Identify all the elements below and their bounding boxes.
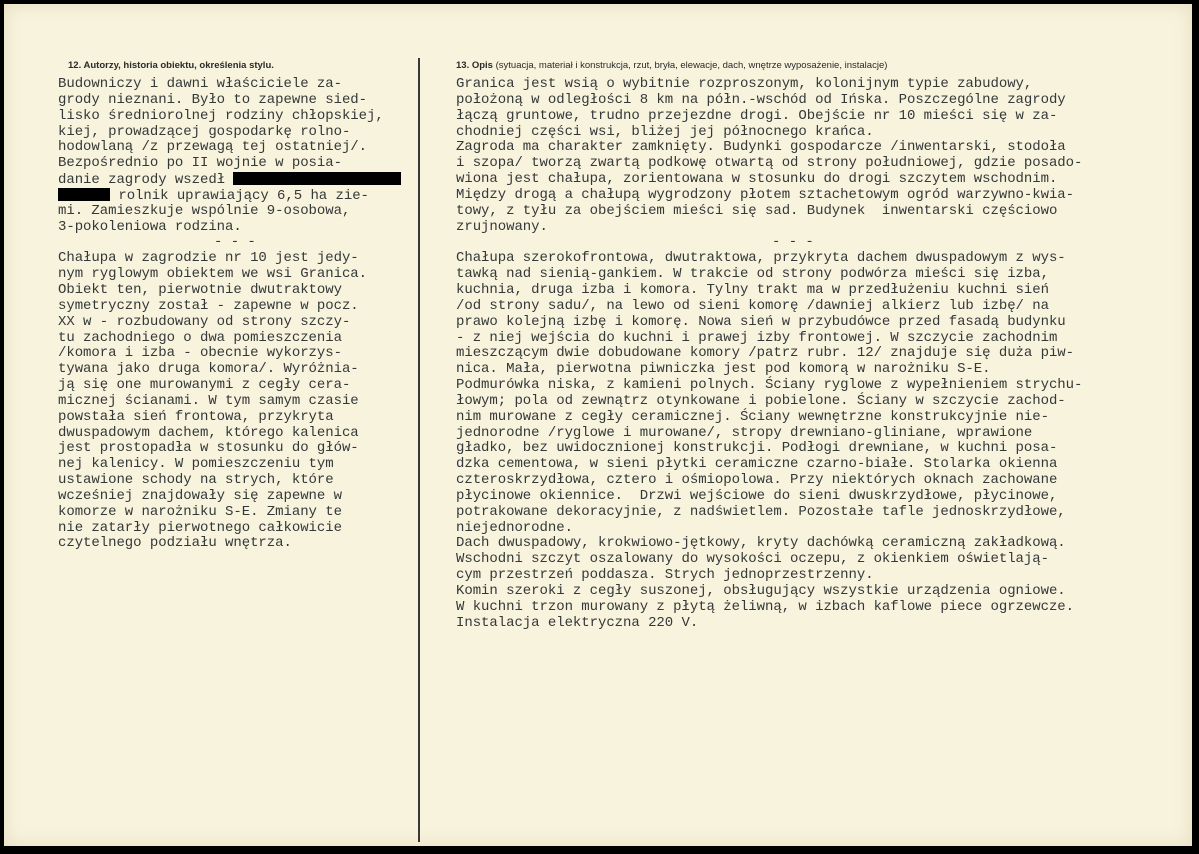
- text-line: położoną w odległości 8 km na półn.-wschód od Ińska. Poszczególne zagrody: [456, 91, 1066, 108]
- text-line: micznej ścianami. W tym samym czasie: [58, 392, 359, 409]
- text-line: Wschodni szczyt oszalowany do wysokości oczepu, z okienkiem oświetlają-: [456, 551, 1049, 568]
- text-line: powstała sień frontowa, przykryta: [58, 408, 334, 425]
- text-line: hodowlaną /z przewagą tej ostatniej/.: [58, 139, 368, 156]
- text-line: nica. Mała, pierwotna piwniczka jest pod komorą w narożniku S-E.: [456, 361, 991, 378]
- text-line: czytelnego podziału wnętrza.: [58, 535, 292, 552]
- text-line: ją się one murowanymi z cegły cera-: [58, 377, 351, 394]
- redaction-bar: [233, 172, 401, 185]
- column-divider: [418, 58, 420, 842]
- text-line: Granica jest wsią o wybitnie rozproszonym, kolonijnym typie zabudowy,: [456, 76, 1033, 92]
- text-line: Chałupa szerokofrontowa, dwutraktowa, przykryta dachem dwuspadowym z wys-: [456, 250, 1066, 267]
- text-line: nym ryglowym obiektem we wsi Granica.: [58, 266, 368, 283]
- text-line: jest prostopadła w stosunku do głów-: [58, 440, 359, 457]
- text-line: Budowniczy i dawni właściciele za-: [58, 76, 342, 92]
- text-line: towy, z tyłu za obejściem mieści się sad. Budynek inwentarski częściowo: [456, 202, 1058, 219]
- text-line: łączą gruntowe, trudno przejezdne drogi. Obejście nr 10 mieści się w za-: [456, 107, 1058, 124]
- section-separator: - - -: [214, 234, 256, 251]
- text-line: XX w - rozbudowany od strony szczy-: [58, 313, 351, 330]
- text-line: potrakowane dekoracyjnie, z nadświetlem. Pozostałe tafle jednoskrzydłowe,: [456, 503, 1066, 520]
- text-line: łowym; pola od zewnątrz otynkowane i pobielone. Ściany w szczycie zachod-: [456, 392, 1066, 409]
- left-heading-text: 12. Autorzy, historia obiektu, określenia stylu.: [68, 60, 274, 71]
- text-fragment: rolnik uprawiający 6,5 ha zie-: [118, 187, 369, 204]
- text-line: nie zatarły pierwotnego całkowicie: [58, 519, 342, 536]
- text-line: tu zachodniego o dwa pomieszczenia: [58, 329, 342, 346]
- text-line: Podmurówka niska, z kamieni polnych. Ściany ryglowe z wypełnieniem strychu-: [456, 377, 1083, 394]
- text-line: niejednorodne.: [456, 519, 573, 536]
- text-line: /komora i izba - obecnie wykorzys-: [58, 345, 342, 362]
- text-line: nim murowane z cegły ceramicznej. Ściany wewnętrzne konstrukcyjnie nie-: [456, 408, 1049, 425]
- text-line-with-redaction: [58, 188, 416, 204]
- text-line: cym przestrzeń poddasza. Strych jednoprzestrzenny.: [456, 567, 874, 584]
- text-line: chodniej części wsi, bliżej jej północnego krańca.: [456, 123, 874, 140]
- text-line: Między drogą a chałupą wygrodzony płotem sztachetowym ogród warzywno-kwia-: [456, 186, 1075, 203]
- text-line: dzka cementowa, w sieni płytki ceramiczne czarno-białe. Stolarka okienna: [456, 456, 1058, 473]
- text-line: W kuchni trzon murowany z płytą żeliwną, w izbach kaflowe piece ogrzewcze.: [456, 598, 1075, 615]
- text-line: wiona jest chałupa, zorientowana w stosunku do drogi szczytem wschodnim.: [456, 171, 1058, 188]
- text-line: tywana jako druga komora/. Wyróżnia-: [58, 361, 359, 378]
- text-line: ustawione schody na strych, które: [58, 472, 334, 489]
- text-line: kiej, prowadzącej gospodarkę rolno-: [58, 123, 351, 140]
- text-line: Zagroda ma charakter zamknięty. Budynki gospodarcze /inwentarski, stodoła: [456, 139, 1066, 156]
- text-line: lisko średniorolnej rodziny chłopskiej,: [58, 107, 384, 124]
- text-line: Dach dwuspadowy, krokwiowo-jętkowy, kryty dachówką ceramiczną zakładkową.: [456, 535, 1066, 552]
- text-line: - z niej wejścia do kuchni i prawej izby frontowej. W szczycie zachodnim: [456, 329, 1058, 346]
- section-separator: - - -: [772, 234, 814, 251]
- text-line: Instalacja elektryczna 220 V.: [456, 614, 699, 631]
- text-line: Komin szeroki z cegły suszonej, obsługujący wszystkie urządzenia ogniowe.: [456, 583, 1066, 599]
- right-heading-subtitle: (sytuacja, materiał i konstrukcja, rzut, bryła, elewacje, dach, wnętrze wyposażenie, instalacje): [495, 60, 888, 71]
- right-column-text: [456, 77, 1181, 632]
- text-line: i szopa/ tworzą zwartą podkowę otwartą od strony południowej, gdzie posado-: [456, 155, 1083, 172]
- text-line: /od strony sadu/, na lewo od sieni komorę /dawniej alkierz lub izbę/ na: [456, 297, 1049, 314]
- text-line: prawo kolejną izbę i komorę. Nowa sień w przybudówce przed fasadą budynku: [456, 313, 1066, 330]
- text-line: czteroskrzydłowa, cztero i ośmiopolowa. Przy niektórych oknach zachowane: [456, 472, 1058, 489]
- text-line: płycinowe okiennice. Drzwi wejściowe do sieni dwuskrzydłowe, płycinowe,: [456, 487, 1058, 504]
- left-column-heading: [68, 60, 274, 71]
- text-line: Obiekt ten, pierwotnie dwutraktowy: [58, 281, 342, 298]
- text-line: Bezpośrednio po II wojnie w posia-: [58, 155, 342, 172]
- text-line: mieszczącym dwie dobudowane komory /patrz rubr. 12/ znajduje się duża piw-: [456, 345, 1075, 362]
- right-heading-title: 13. Opis: [456, 60, 493, 71]
- text-line: mi. Zamieszkuje wspólnie 9-osobowa,: [58, 202, 351, 219]
- text-line-with-redaction: [58, 172, 416, 188]
- right-column-heading: [456, 60, 887, 71]
- text-line: wcześniej znajdowały się zapewne w: [58, 487, 342, 504]
- text-line: gładko, bez uwidocznionej konstrukcji. Podłogi drewniane, w kuchni posa-: [456, 440, 1058, 457]
- text-line: kuchnia, druga izba i komora. Tylny trakt ma w przedłużeniu kuchni sień: [456, 281, 1049, 298]
- text-line: tawką nad sienią-gankiem. W trakcie od strony podwórza mieści się izba,: [456, 266, 1049, 283]
- text-line: 3-pokoleniowa rodzina.: [58, 218, 242, 235]
- text-line: komorze w narożniku S-E. Zmiany te: [58, 503, 342, 520]
- text-line: grody nieznani. Było to zapewne sied-: [58, 91, 368, 108]
- text-fragment: danie zagrody wszedł: [58, 172, 226, 189]
- text-line: zrujnowany.: [456, 218, 548, 235]
- left-column-text: [58, 77, 416, 552]
- text-line: Chałupa w zagrodzie nr 10 jest jedy-: [58, 250, 359, 267]
- text-line: symetryczny został - zapewne w pocz.: [58, 297, 359, 314]
- redaction-bar: [58, 188, 110, 201]
- text-line: dwuspadowym dachem, którego kalenica: [58, 424, 359, 441]
- text-line: jednorodne /ryglowe i murowane/, stropy drewniano-gliniane, wprawione: [456, 424, 1033, 441]
- text-line: nej kalenicy. W pomieszczeniu tym: [58, 456, 334, 473]
